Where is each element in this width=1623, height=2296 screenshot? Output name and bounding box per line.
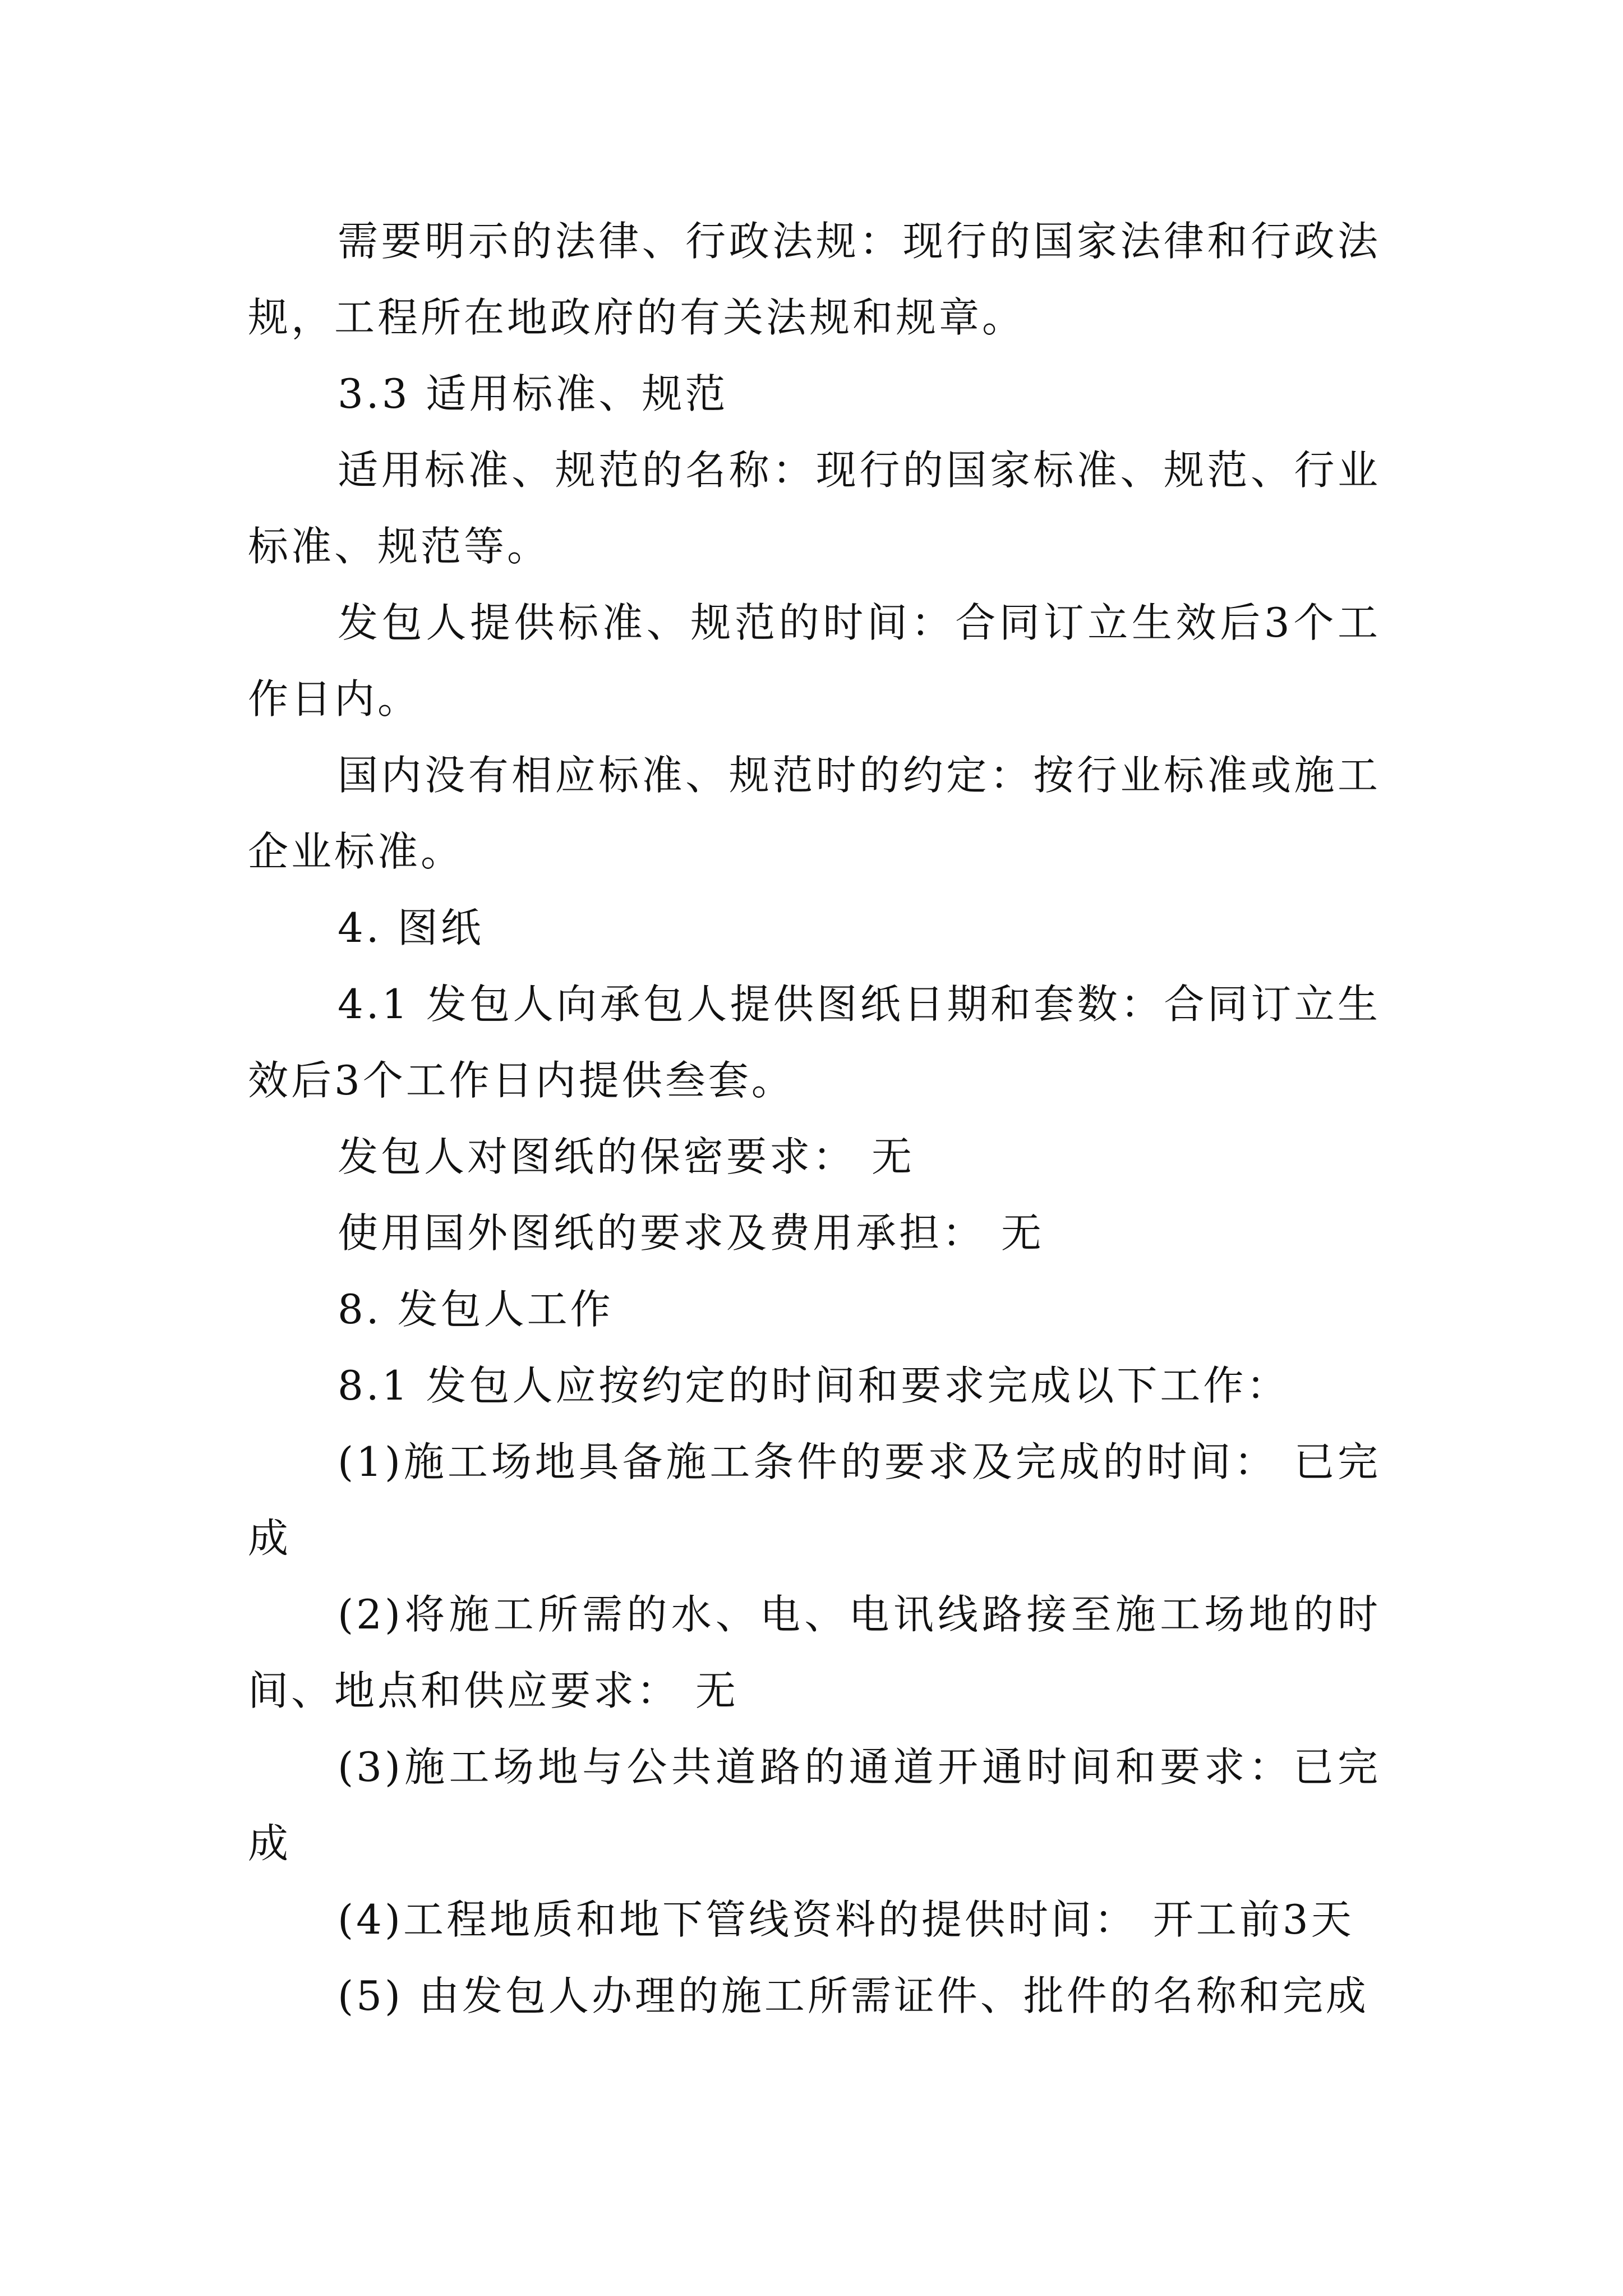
paragraph-drawings-confidentiality: 发包人对图纸的保密要求： 无 (338, 1133, 915, 1180)
list-item-3-access-road: (3)施工场地与公共道路的通道开通时间和要求：已完成 (248, 1743, 1381, 1867)
paragraph-standards-provision-time: 发包人提供标准、规范的时间：合同订立生效后3个工作日内。 (248, 599, 1381, 723)
list-item-1-site-conditions: (1)施工场地具备施工条件的要求及完成的时间： 已完成 (248, 1438, 1381, 1562)
heading-4-drawings: 4. 图纸 (338, 904, 484, 951)
list-item-2-utilities: (2)将施工所需的水、电、电讯线路接至施工场地的时间、地点和供应要求： 无 (248, 1591, 1381, 1714)
paragraph-4-1-drawings-supply: 4.1 发包人向承包人提供图纸日期和套数：合同订立生效后3个工作日内提供叁套。 (248, 981, 1381, 1104)
document-body (248, 203, 1381, 2034)
heading-3-3-standards: 3.3 适用标准、规范 (338, 370, 728, 417)
list-item-5-permits: (5) 由发包人办理的施工所需证件、批件的名称和完成 (338, 1972, 1369, 2019)
heading-8-employer-work: 8. 发包人工作 (338, 1286, 614, 1333)
paragraph-8-1-employer-duties: 8.1 发包人应按约定的时间和要求完成以下工作： (338, 1362, 1290, 1409)
list-item-4-geology-data: (4)工程地质和地下管线资料的提供时间： 开工前3天 (338, 1896, 1354, 1943)
paragraph-foreign-drawings: 使用国外图纸的要求及费用承担： 无 (338, 1209, 1044, 1257)
paragraph-no-domestic-standard: 国内没有相应标准、规范时的约定：按行业标准或施工企业标准。 (248, 752, 1381, 875)
paragraph-laws: 需要明示的法律、行政法规：现行的国家法律和行政法规，工程所在地政府的有关法规和规章。 (248, 218, 1381, 341)
paragraph-standard-names: 适用标准、规范的名称：现行的国家标准、规范、行业标准、规范等。 (248, 447, 1381, 570)
